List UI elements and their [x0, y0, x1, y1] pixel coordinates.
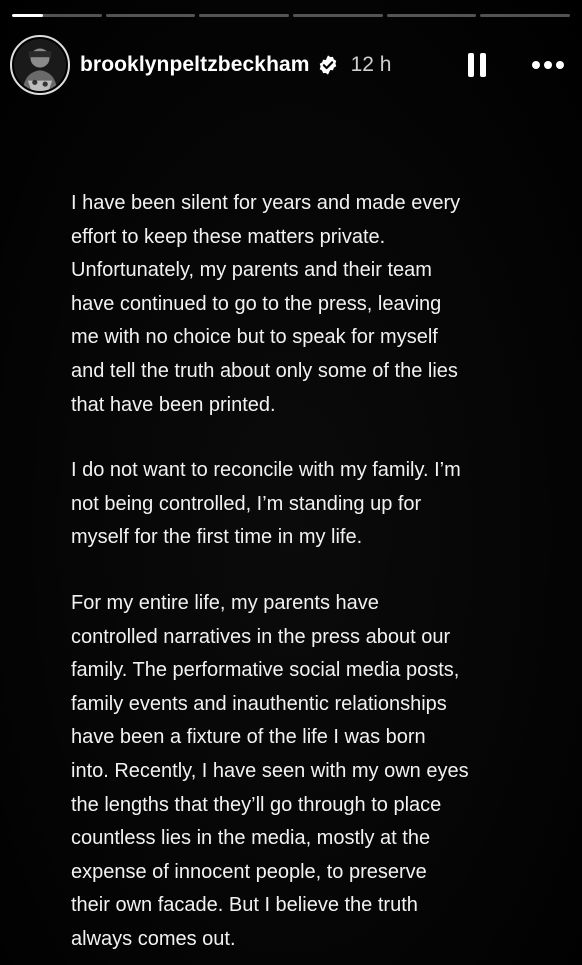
pause-icon: [468, 53, 474, 77]
statement-line: effort to keep these matters private.: [71, 225, 386, 248]
avatar-image: [14, 39, 66, 91]
progress-segment: [12, 14, 102, 17]
verified-badge-icon: [317, 54, 339, 76]
statement-line: family events and inauthentic relationships: [71, 692, 447, 715]
statement-paragraph: [71, 454, 541, 555]
progress-segment: [387, 14, 477, 17]
progress-segment: [293, 14, 383, 17]
statement-line: that have been printed.: [71, 393, 276, 416]
statement-line: not being controlled, I’m standing up for: [71, 492, 422, 515]
statement-line: expense of innocent people, to preserve: [71, 860, 427, 883]
more-horizontal-icon: [556, 61, 564, 69]
statement-line: Unfortunately, my parents and their team: [71, 259, 432, 282]
progress-segment: [106, 14, 196, 17]
statement-line: For my entire life, my parents have: [71, 591, 379, 614]
statement-line: always comes out.: [71, 927, 236, 950]
pause-button[interactable]: [462, 48, 492, 82]
progress-segment: [480, 14, 570, 17]
statement-line: their own facade. But I believe the truth: [71, 894, 418, 917]
more-horizontal-icon: [532, 61, 540, 69]
more-horizontal-icon: [544, 61, 552, 69]
pause-icon: [480, 53, 486, 77]
statement-paragraph: [71, 187, 541, 422]
avatar[interactable]: [10, 35, 70, 95]
statement-line: and tell the truth about only some of the lies: [71, 359, 458, 382]
statement-line: I do not want to reconcile with my family. I’m: [71, 459, 461, 482]
statement-line: family. The performative social media posts,: [71, 659, 460, 682]
statement-line: have been a fixture of the life I was born: [71, 726, 426, 749]
statement-line: myself for the first time in my life.: [71, 526, 363, 549]
statement-line: countless lies in the media, mostly at the: [71, 827, 431, 850]
statement-line: the lengths that they’ll go through to place: [71, 793, 442, 816]
progress-segment: [199, 14, 289, 17]
story-statement-text: [71, 187, 541, 956]
statement-line: controlled narratives in the press about our: [71, 625, 451, 648]
story-progress-bar: [12, 14, 570, 17]
statement-line: into. Recently, I have seen with my own eyes: [71, 759, 469, 782]
username[interactable]: brooklynpeltzbeckham: [80, 53, 310, 76]
statement-paragraph: [71, 587, 541, 957]
post-timestamp: 12 h: [350, 53, 392, 76]
story-header: [10, 36, 568, 94]
more-options-button[interactable]: [528, 48, 568, 82]
statement-line: me with no choice but to speak for myself: [71, 326, 438, 349]
statement-line: have continued to go to the press, leaving: [71, 292, 442, 315]
statement-line: I have been silent for years and made every: [71, 192, 461, 214]
